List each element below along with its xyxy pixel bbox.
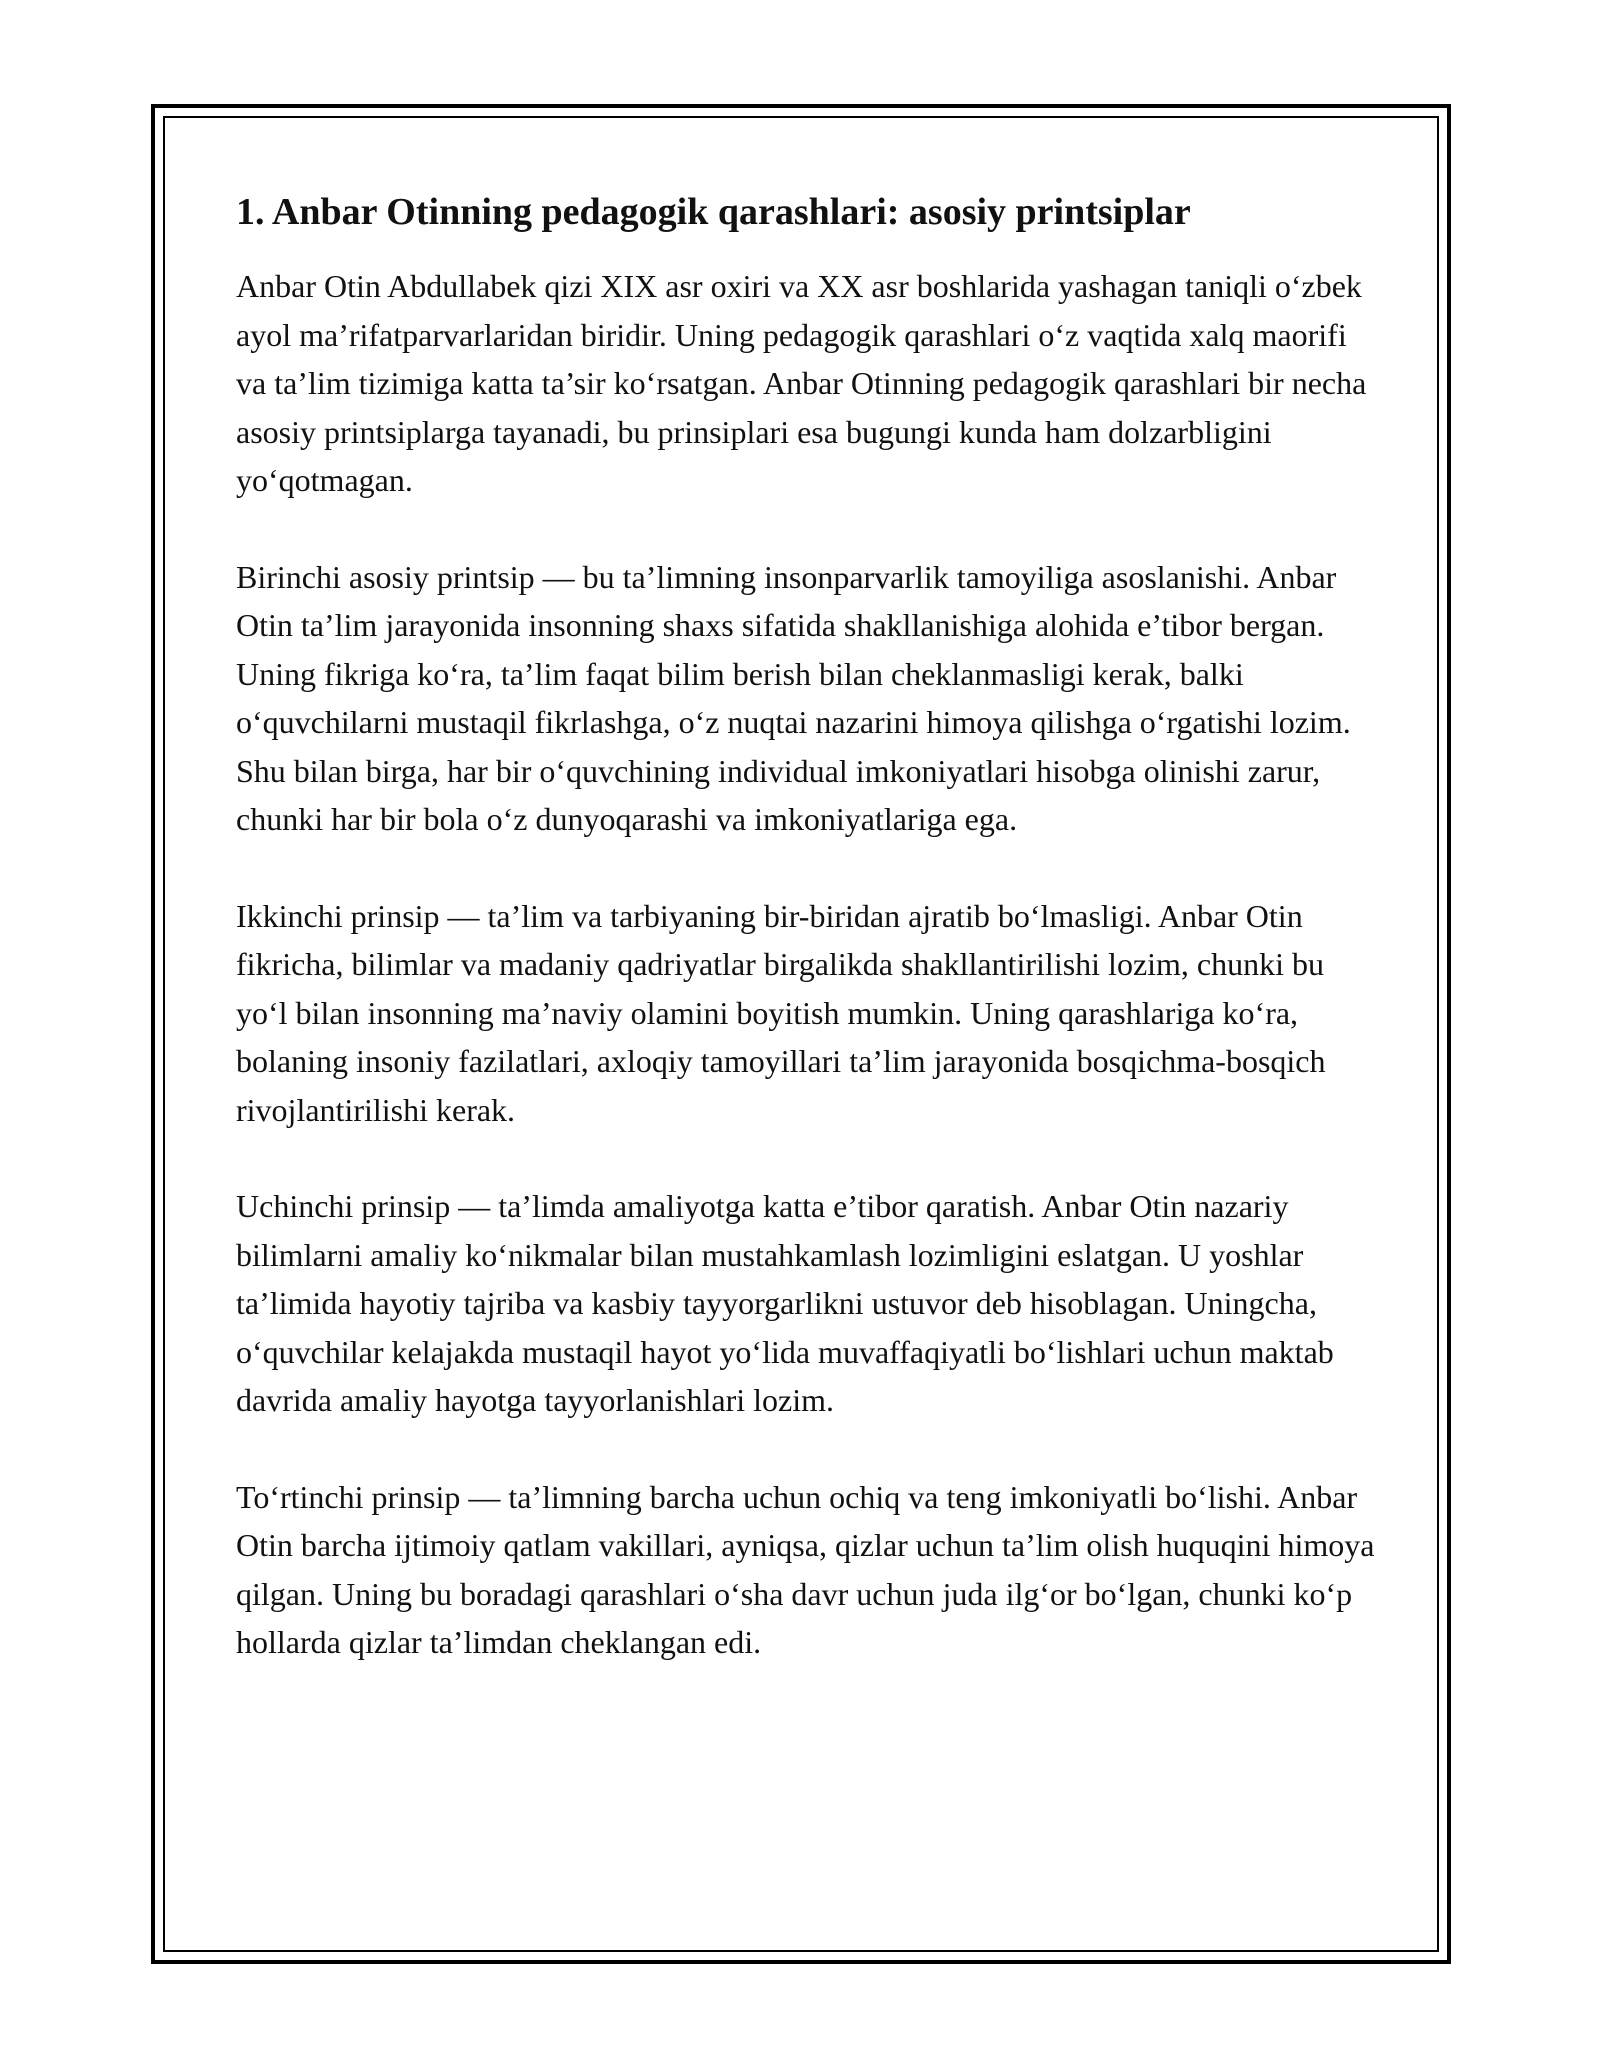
paragraph-fourth-principle: To‘rtinchi prinsip — ta’limning barcha uchun ochiq va teng imkoniyatli bo‘lishi. Anbar Otin barcha ijtimoiy qatlam vakillari, ayniqsa, qizlar uchun ta’lim olish huquqini himoya qilgan. Uning bu boradagi qarashlari o‘sha davr uchun juda ilg‘or bo‘lgan, chunki ko‘p hollarda qizlar ta’limdan cheklangan edi. <box>236 1478 1375 1660</box>
paragraph-second-principle: Ikkinchi prinsip — ta’lim va tarbiyaning bir-biridan ajratib bo‘lmasligi. Anbar Otin fikricha, bilimlar va madaniy qadriyatlar birgalikda shakllantirilishi lozim, chunki bu yo‘l bilan insonning ma’naviy olamini boyitish mumkin. Uning qarashlariga ko‘ra, bolaning insoniy fazilatlari, axloqiy tamoyillari ta’lim jarayonida bosqichma-bosqich rivojlantirilishi kerak. <box>236 897 1326 1128</box>
document-body <box>236 188 1376 1715</box>
paragraph-intro: Anbar Otin Abdullabek qizi XIX asr oxiri va XX asr boshlarida yashagan taniqli o‘zbek ayol ma’rifatparvarlaridan biridir. Uning pedagogik qarashlari o‘z vaqtida xalq maorifi va ta’lim tizimiga katta ta’sir ko‘rsatgan. Anbar Otinning pedagogik qarashlari bir necha asosiy printsiplarga tayanadi, bu prinsiplari esa bugungi kunda ham dolzarbligini yo‘qotmagan. <box>236 268 1367 498</box>
paragraph-first-principle: Birinchi asosiy printsip — bu ta’limning insonparvarlik tamoyiliga asoslanishi. Anbar Otin ta’lim jarayonida insonning shaxs sifatida shakllanishiga alohida e’tibor bergan. Uning fikriga ko‘ra, ta’lim faqat bilim berish bilan cheklanmasligi kerak, balki o‘quvchilarni mustaqil fikrlashga, o‘z nuqtai nazarini himoya qilishga o‘rgatishi lozim. Shu bilan birga, har bir o‘quvchining individual imkoniyatlari hisobga olinishi zarur, chunki har bir bola o‘z dunyoqarashi va imkoniyatlariga ega. <box>236 558 1351 837</box>
paragraph-third-principle: Uchinchi prinsip — ta’limda amaliyotga katta e’tibor qaratish. Anbar Otin nazariy bilimlarni amaliy ko‘nikmalar bilan mustahkamlash lozimligini eslatgan. U yoshlar ta’limida hayotiy tajriba va kasbiy tayyorgarlikni ustuvor deb hisoblagan. Uningcha, o‘quvchilar kelajakda mustaqil hayot yo‘lida muvaffaqiyatli bo‘lishlari uchun maktab davrida amaliy hayotga tayyorlanishlari lozim. <box>236 1188 1334 1418</box>
section-heading: 1. Anbar Otinning pedagogik qarashlari: asosiy printsiplar <box>236 191 1191 233</box>
